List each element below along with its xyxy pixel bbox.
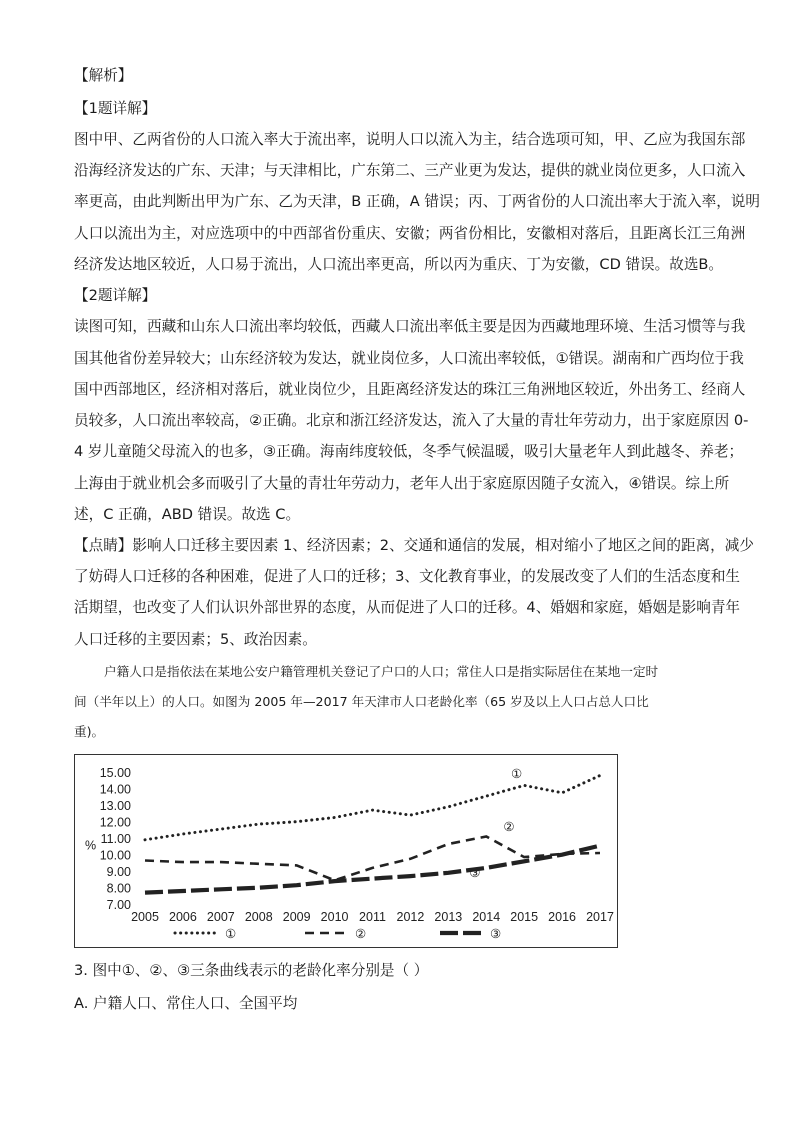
q2-line: 4 岁儿童随父母流入的也多，③正确。海南纬度较低，冬季气候温暖，吸引大量老年人到此越冬、养老； [74,443,744,460]
q2-line: 员较多，人口流出率较高，②正确。北京和浙江经济发达，流入了大量的青壮年劳动力，出于家庭原因 0- [74,412,749,429]
x-tick-label: 2016 [548,910,576,924]
x-tick-label: 2008 [244,910,273,924]
chart-svg [75,755,619,949]
series-line-1 [145,776,600,840]
y-tick-label: 8.00 [106,881,131,896]
q2-line: 国其他省份差异较大；山东经济较为发达，就业岗位多，人口流出率较低，①错误。湖南和广西均位于我 [74,350,744,367]
x-tick-label: 2005 [131,910,159,924]
y-tick-label: 13.00 [99,799,131,813]
tip-line: 人口迁移的主要因素；5、政治因素。 [74,631,317,648]
x-tick-label: 2006 [169,910,197,924]
y-tick-label: 9.00 [106,865,131,879]
aging-rate-chart [74,754,618,948]
q1-line: 经济发达地区较近，人口易于流出，人口流出率更高，所以丙为重庆、丁为安徽，CD 错误。故选B。 [74,256,724,273]
x-tick-label: 2017 [586,910,614,924]
x-tick-label: 2015 [510,910,539,924]
y-tick-label: 10.00 [99,848,131,863]
q2-line: 读图可知，西藏和山东人口流出率均较低，西藏人口流出率低主要是因为西藏地理环境、生活习惯等与我 [74,318,746,335]
tip-line: 了妨碍人口迁移的各种困难，促进了人口的迁移；3、文化教育事业，的发展改变了人们的生活态度和生 [74,568,741,585]
legend-label: ① [225,927,237,941]
series-line-2 [145,837,600,881]
tip-line: 【点睛】影响人口迁移主要因素 1、经济因素；2、交通和通信的发展，相对缩小了地区之间的距离，减少 [74,537,754,554]
caption-line: 间（半年以上）的人口。如图为 2005 年—2017 年天津市人口老龄化率（65 岁及以上人口占总人口比 [74,694,649,709]
legend-label: ③ [490,927,502,941]
caption-line: 户籍人口是指依法在某地公安户籍管理机关登记了户口的人口；常住人口是指实际居住在某地一定时 [104,664,659,679]
q1-line: 沿海经济发达的广东、天津；与天津相比，广东第二、三产业更为发达，提供的就业岗位更多，人口流入 [74,162,746,179]
tip-line: 活期望，也改变了人们认识外部世界的态度，从而促进了人口的迁移。4、婚姻和家庭，婚姻是影响青年 [74,599,741,616]
series-annotation: ① [510,766,523,781]
section-analysis: 【解析】 [74,67,133,84]
x-tick-label: 2010 [320,910,349,924]
x-tick-label: 2014 [472,910,501,924]
x-tick-label: 2009 [282,910,311,924]
x-tick-label: 2007 [206,910,235,924]
x-tick-label: 2011 [359,910,386,924]
y-tick-label: 15.00 [99,766,131,780]
caption-line: 重)。 [74,724,105,739]
x-tick-label: 2012 [396,910,425,924]
y-tick-label: 11.00 [100,832,131,846]
q2-header: 【2题详解】 [74,287,157,304]
y-tick-label: 14.00 [99,782,131,797]
legend-label: ② [355,927,367,941]
q2-line: 上海由于就业机会多而吸引了大量的青壮年劳动力，老年人出于家庭原因随子女流入，④错误。综上所 [74,475,730,492]
option-a[interactable]: A. 户籍人口、常住人口、全国平均 [74,995,298,1012]
series-annotation: ② [503,819,515,834]
q2-line: 国中西部地区，经济相对落后，就业岗位少，且距离经济发达的珠江三角洲地区较近，外出务工、经商人 [74,381,746,398]
q1-header: 【1题详解】 [74,100,157,117]
y-tick-label: 12.00 [99,815,131,830]
series-annotation: ③ [469,865,481,880]
q1-line: 率更高，由此判断出甲为广东、乙为天津，B 正确，A 错误；丙、丁两省份的人口流出率大于流入率，说明 [74,193,760,210]
q2-line: 述，C 正确，ABD 错误。故选 C。 [74,506,301,523]
question-3: 3. 图中①、②、③三条曲线表示的老龄化率分别是（ ） [74,962,429,979]
x-tick-label: 2013 [434,910,463,924]
y-axis-label: % [85,838,97,853]
q1-line: 人口以流出为主，对应选项中的中西部省份重庆、安徽；两省份相比，安徽相对落后，且距离长江三角洲 [74,225,746,242]
y-tick-label: 7.00 [106,898,131,912]
q1-line: 图中甲、乙两省份的人口流入率大于流出率，说明人口以流入为主，结合选项可知，甲、乙应为我国东部 [74,131,746,148]
